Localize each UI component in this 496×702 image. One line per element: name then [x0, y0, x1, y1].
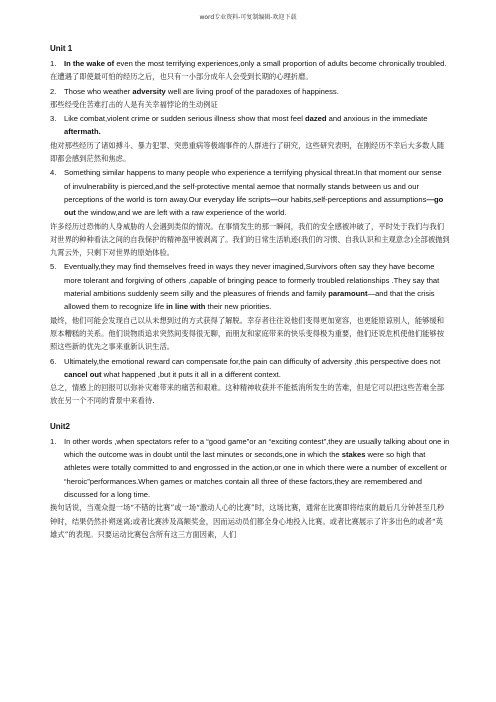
sentence-segment: our habits,self-perceptions and assumptions	[277, 194, 427, 204]
chinese-translation: 那些经受住苦难打击的人是有关幸福悖论的生动例证	[50, 99, 218, 109]
english-sentence	[64, 435, 450, 501]
chinese-translation: 许多经历过恐怖的人身威胁的人会遇到类似的情况。在事情发生的那一瞬间，我们的安全感被冲破了，平时处于我们与我们对世界的种种看法之间的自我保护的精神盔甲被剥离了。我们的日常生活轨迹(我们的习惯、自我认识和主观意念)全部被抛到九霄云外，只剩下对世界的原始体验。	[50, 221, 450, 258]
sentence-segment: and anxious in the immediate	[326, 114, 428, 124]
key-phrase: —go out	[64, 194, 444, 218]
key-phrase: dazed	[305, 114, 327, 124]
key-phrase: adversity	[132, 86, 166, 96]
list-item	[50, 260, 450, 313]
sentence-segment: what happened ,but it puts it all in a different context.	[101, 369, 281, 379]
sentence-segment: the window,and we are left with a raw experience of the world.	[75, 208, 287, 218]
sentence-segment: Those who weather	[64, 86, 133, 96]
sentence-segment: Eventually,they may find themselves freed in ways they never imagined,Survivors often say they have become more tolerant and forgiving of others ,capable of bringing peace to formerly troubled relationships .They say that material ambitions suddenly seem silly and the pleasures of friends and family	[64, 262, 440, 299]
item-number: 2.	[50, 86, 57, 96]
key-phrase: In the wake of	[64, 59, 115, 68]
page-header: word专业资料-可复制编辑-欢迎下载	[199, 14, 297, 21]
english-sentence	[64, 166, 450, 219]
sentence-segment: Something similar happens to many people who experience a terrifying physical threat.In that moment our sense of invulnerability is pierced,and the self-protective mental aemoe that normally stands between us and our perceptions of the world is torn away.Our everyday life scripts	[64, 168, 442, 204]
sentence-segment: Like combat,violent crime or sudden serious illness show that most feel	[64, 114, 306, 124]
list-item	[50, 112, 450, 139]
sentence-segment: well are living proof of the paradoxes of happiness.	[165, 86, 339, 96]
sentence-segment: their new priorities.	[205, 302, 272, 312]
key-phrase: stakes	[341, 450, 366, 460]
chinese-translation: 最终，他们可能会发现自己以从未想到过的方式获得了解脱。幸存者往往说他们变得更加宽容，也更能原谅别人，能够缓和原本糟糕的关系。他们说物质追求突然间变得很无聊，而朋友和家庭带来的快乐变得极为重要，他们还说危机使他们能够按照这些新的优先之事来重新认识生活。	[50, 315, 445, 352]
english-sentence	[64, 355, 450, 382]
unit1-list	[50, 57, 450, 408]
key-phrase: paramount	[328, 289, 368, 299]
item-number: 4.	[50, 168, 57, 178]
list-item	[50, 57, 450, 70]
item-number: 5.	[50, 262, 57, 272]
item-number: 1.	[50, 59, 57, 68]
key-phrase: aftermath.	[64, 127, 101, 137]
sentence-segment: were so high that athletes were totally committed to and engrossed in the action,or one in which there were a number of excellent or “heroic”performances.When games or matches contain all three of these factors,they are remembered and discussed for a long time.	[64, 450, 447, 499]
english-sentence	[64, 112, 450, 139]
english-sentence	[64, 85, 450, 98]
sentence-segment: In other words ,when spectators refer to a “good game”or an “exciting contest”,they are usually talking about one in which the outcome was in doubt until the last minutes or seconds,one in which the	[64, 436, 450, 460]
chinese-translation: 他对那些经历了诸如搏斗、暴力犯罪、突患重病等极端事件的人群进行了研究，这些研究表明，在刚经历不幸后大多数人随即都会感到茫然和焦虑。	[50, 140, 445, 164]
chinese-translation: 总之，情感上的回报可以弥补灾难带来的痛苦和艰难。这种精神收获并不能抵消所发生的苦难，但是它可以把这些苦难全部放在另一个不同的背景中来看待.	[50, 383, 445, 406]
unit2-title: Unit2	[50, 421, 70, 431]
sentence-segment: —and that the crisis allowed them to recognize life	[64, 289, 435, 312]
key-phrase: —	[270, 194, 278, 204]
item-number: 1.	[50, 436, 57, 446]
sentence-segment: even the most terrifying experiences,only a small proportion of adults become chronically troubled.	[114, 59, 447, 68]
english-sentence	[64, 260, 450, 313]
sentence-segment: Ultimately,the emotional reward can compensate for,the pain can difficulty of adversity ,this perspective does not	[64, 356, 441, 366]
list-item	[50, 355, 450, 382]
list-item	[50, 85, 450, 98]
chinese-translation: 在遭遇了即使最可怕的经历之后，也只有一小部分成年人会受到长期的心理折磨。	[50, 72, 313, 82]
english-sentence	[64, 57, 450, 70]
unit2-list	[50, 435, 450, 541]
key-phrase: in line with	[166, 302, 206, 312]
item-number: 3.	[50, 114, 57, 124]
list-item	[50, 166, 450, 219]
chinese-translation: 换句话说，当观众提一场“不错的比赛”或一场“激动人心的比赛”时，这场比赛，通常在比赛即将结束的最后几分钟甚至几秒钟时，结果仍然扑朔迷离;或者比赛涉及高额奖金，因而运动员们都全身心地投入比赛。或者比赛展示了许多出色的或者“英雄式”的表现。只要运动比赛包含所有这三方面因素，人们	[50, 503, 445, 539]
document-body	[50, 44, 450, 542]
key-phrase: cancel out	[64, 369, 102, 379]
item-number: 6.	[50, 356, 57, 366]
list-item	[50, 435, 450, 501]
unit1-title: Unit 1	[50, 44, 73, 53]
